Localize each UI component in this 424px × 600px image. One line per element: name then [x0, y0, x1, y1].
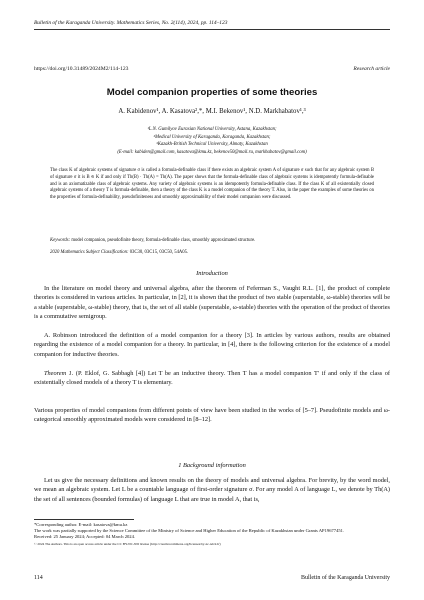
- paper-title: Model companion properties of some theories: [106, 87, 318, 98]
- doi-link[interactable]: https://doi.org/10.31489/2024M2/114-123: [34, 66, 129, 72]
- msc-text: 03C30, 03C15, 03C50, 54A05.: [128, 250, 189, 255]
- section-introduction: Introduction: [196, 270, 228, 277]
- msc-classification: [50, 250, 374, 257]
- page-number: 114: [34, 575, 43, 581]
- paragraph-5: Let us give the necessary definitions and known results on the theory of models and universal algebra. For brevity, by the word model, we mean an algebraic system. Let L be a countable language of first-order signature σ. For any model A of language L, we denote by Th(A) the set of all sentences (bounded formulas) of language L that are true in model A, that is,: [34, 477, 390, 503]
- footer-journal: Bulletin of the Karaganda University: [301, 575, 390, 581]
- running-head: Bulletin of the Karaganda University. Mathematics Series, No. 2(114), 2024, pp. 114–123: [34, 20, 228, 26]
- theorem-text: (P. Eklof, G. Sabbagh [4]) Let T be an inductive theory. Then T has a model companion T′ if and only if the class of existentially closed models of a theory T is elementary.: [34, 370, 390, 387]
- paragraph-4: Various properties of model companions from different points of view have been studied in the works of [5–7]. Pseudofinite models and ω-categorical smoothly approximated models were considered in [8–12].: [34, 407, 390, 424]
- theorem-1: [34, 369, 390, 388]
- footnote-support: The work was partially supported by the Science Committee of the Ministry of Science and Higher Education of the Republic of Kazakhstan under Grants AP19677451.: [34, 528, 345, 534]
- page-footer: [34, 575, 390, 585]
- keywords-text: model companion, pseudofinite theory, formula-definable class, smoothly approximated structure.: [70, 238, 256, 243]
- paragraph-1: In the literature on model theory and universal algebra, after the theorem of Feferman S., Vaught R.L. [1], the product of complete theories is considered in various articles. In particular, in [2], it is shown that the product of two stable (superstable, ω-stable) theories will be a stable (superstable, ω-stable) theory, that is, the set of all stable (superstable, ω-stable) theories with the operation of the product of theories is a commutative semigroup.: [34, 285, 390, 321]
- header-rule: [34, 29, 390, 30]
- keywords: [50, 238, 374, 245]
- footnote-dates: Received: 25 January 2024; Accepted: 04 March 2024.: [34, 534, 136, 540]
- footnote-rule: [34, 519, 134, 520]
- author-emails: (E-mail: kabiden@gmail.com, kasatova@kmu.kz, bekenov50@mail.ru, markhabatov@gmail.com): [117, 149, 307, 155]
- section-background: 1 Background information: [178, 462, 246, 469]
- paragraph-2: A. Robinson introduced the definition of a model companion for a theory [3]. In articles by various authors, results are obtained regarding the existence of a model companion for a theory. In particular, in [4], there is the following criterion for the existence of a model companion for inductive theories.: [34, 332, 390, 358]
- msc-label: 2020 Mathematics Subject Classification:: [50, 250, 129, 255]
- article-type: Research article: [353, 66, 390, 72]
- footnote-license: © 2024 The Authors. This is an open access article under the CC BY-NC-ND license (http://creativecommons.org/licenses/by-nc-nd/4.0/): [34, 541, 221, 546]
- doi-row: [34, 66, 390, 74]
- affiliation-3: ³Kazakh-British Technical University, Almaty, Kazakhstan: [156, 142, 268, 148]
- theorem-label: Theorem 1.: [44, 370, 74, 377]
- keywords-label: Keywords:: [50, 238, 71, 243]
- footnote-corresponding: *Corresponding author. E-mail: kasatova@kmu.kz: [34, 522, 128, 527]
- author-list: A. Kabidenov¹, A. Kasatova²,*, M.I. Bekenov¹, N.D. Markhabatov¹,³: [118, 108, 306, 115]
- affiliations: [34, 126, 390, 156]
- abstract: The class K of algebraic systems of signature σ is called a formula-definable class if there exists an algebraic system A of signature σ such that for any algebraic system B of signature σ it is B ∈ K if and only if Th(B) · Th(A) = Th(A). The paper shows that the formula-definable class of algebraic systems is idempotently formula-definable and is an axiomatizable class of algebraic systems. Any variety of algebraic systems is an idempotently formula-definable class. If the class K of all existentially closed algebraic systems of a theory T is formula-definable, then a theory of the class K is a model companion of the theory T. Also, in the paper the examples of some theories on the properties of formula-definability, pseudofiniteness and smoothly approximability of their model companion were discussed.: [50, 168, 374, 201]
- affiliation-1: ¹L.N. Gumilyov Eurasian National University, Astana, Kazakhstan;: [147, 127, 277, 132]
- affiliation-2: ²Medical University of Karaganda, Karaganda, Kazakhstan;: [153, 134, 271, 140]
- footnotes: [34, 522, 390, 547]
